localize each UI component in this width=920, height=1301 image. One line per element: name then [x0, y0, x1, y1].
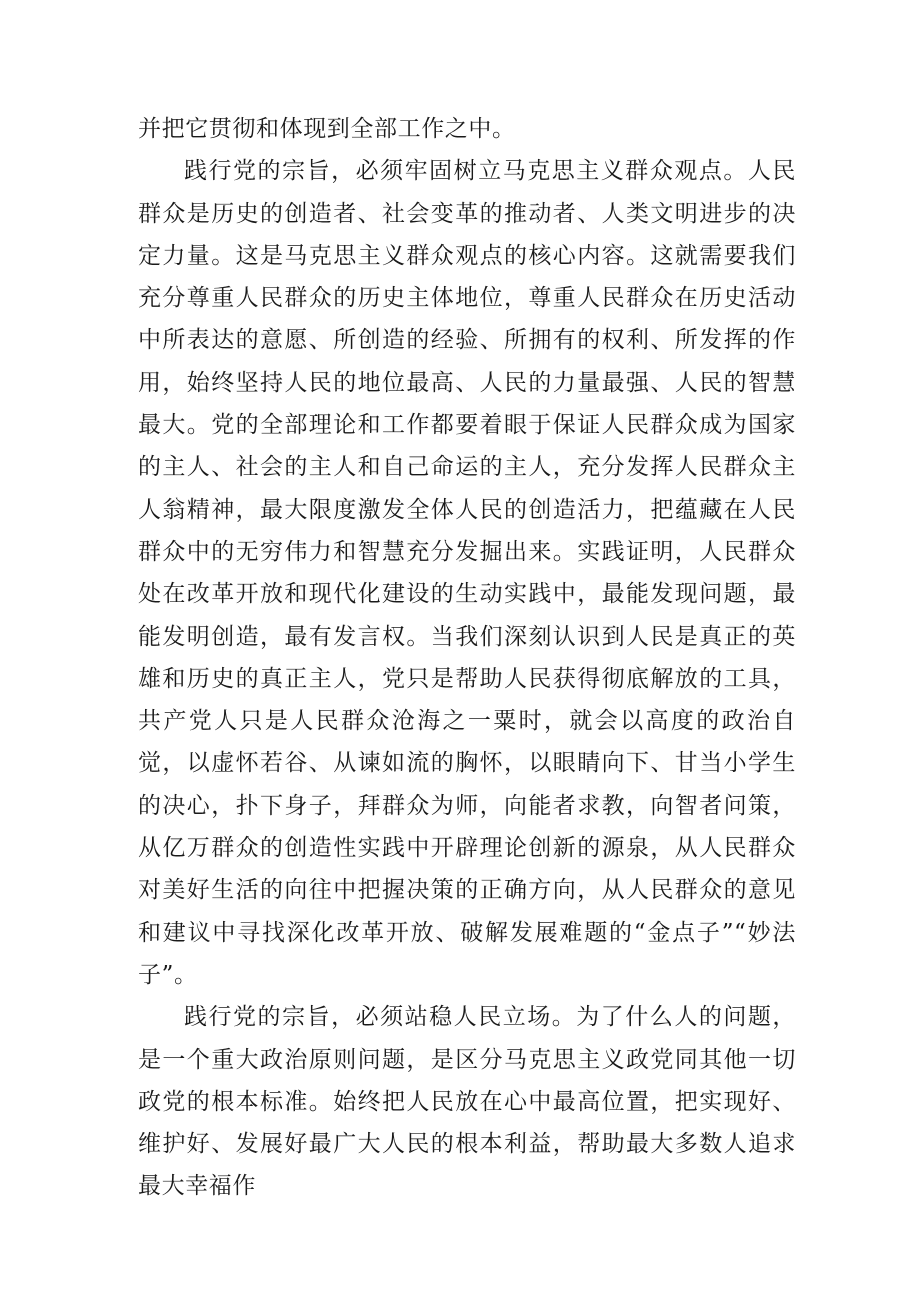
paragraph-mass-viewpoint: 践行党的宗旨，必须牢固树立马克思主义群众观点。人民群众是历史的创造者、社会变革的推动者、人类文明进步的决定力量。这是马克思主义群众观点的核心内容。这就需要我们充分尊重人民群众的历史主体地位，尊重人民群众在历史活动中所表达的意愿、所创造的经验、所拥有的权利、所发挥的作用，始终坚持人民的地位最高、人民的力量最强、人民的智慧最大。党的全部理论和工作都要着眼于保证人民群众成为国家的主人、社会的主人和自己命运的主人，充分发挥人民群众主人翁精神，最大限度激发全体人民的创造活力，把蕴藏在人民群众中的无穷伟力和智慧充分发掘出来。实践证明，人民群众处在改革开放和现代化建设的生动实践中，最能发现问题，最能发明创造，最有发言权。当我们深刻认识到人民是真正的英雄和历史的真正主人，党只是帮助人民获得彻底解放的工具，共产党人只是人民群众沧海之一粟时，就会以高度的政治自觉，以虚怀若谷、从谏如流的胸怀，以眼睛向下、甘当小学生的决心，扑下身子，拜群众为师，向能者求教，向智者问策，从亿万群众的创造性实践中开辟理论创新的源泉，从人民群众对美好生活的向往中把握决策的正确方向，从人民群众的意见和建议中寻找深化改革开放、破解发展难题的“金点子”“妙法子”。 — [138, 158, 796, 988]
body-text — [138, 108, 796, 1208]
paragraph-continuation: 并把它贯彻和体现到全部工作之中。 — [138, 116, 516, 142]
paragraph-people-stance: 践行党的宗旨，必须站稳人民立场。为了什么人的问题，是一个重大政治原则问题，是区分马克思主义政党同其他一切政党的根本标准。始终把人民放在心中最高位置，把实现好、维护好、发展好最广大人民的根本利益，帮助最大多数人追求最大幸福作 — [138, 1004, 796, 1200]
